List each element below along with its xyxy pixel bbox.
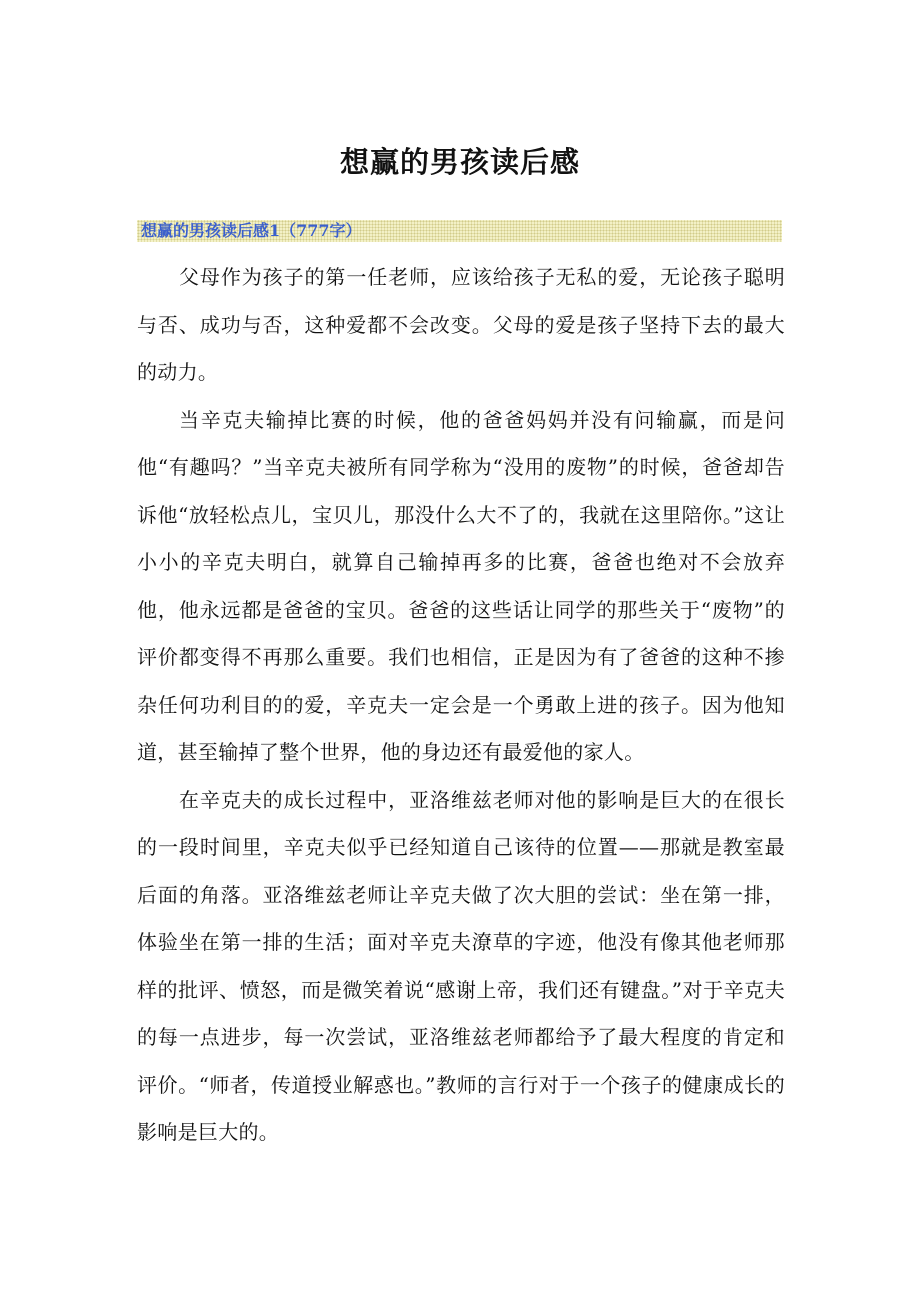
paragraph-2: 当辛克夫输掉比赛的时候，他的爸爸妈妈并没有问输赢，而是问他“有趣吗？”当辛克夫被所有同学称为“没用的废物”的时候，爸爸却告诉他“放轻松点儿，宝贝儿，那没什么大不了的，我就在这里陪你。”这让小小的辛克夫明白，就算自己输掉再多的比赛，爸爸也绝对不会放弃他，他永远都是爸爸的宝贝。爸爸的这些话让同学的那些关于“废物”的评价都变得不再那么重要。我们也相信，正是因为有了爸爸的这种不掺杂任何功利目的的爱，辛克夫一定会是一个勇敢上进的孩子。因为他知道，甚至输掉了整个世界，他的身边还有最爱他的家人。 xyxy=(137,407,785,764)
paragraph-3: 在辛克夫的成长过程中，亚洛维兹老师对他的影响是巨大的在很长的一段时间里，辛克夫似乎已经知道自己该待的位置——那就是教室最后面的角落。亚洛维兹老师让辛克夫做了次大胆的尝试：坐在第一排，体验坐在第一排的生活；面对辛克夫潦草的字迹，他没有像其他老师那样的批评、愤怒，而是微笑着说“感谢上帝，我们还有键盘。”对于辛克夫的每一点进步，每一次尝试，亚洛维兹老师都给予了最大程度的肯定和评价。“师者，传道授业解惑也。”教师的言行对于一个孩子的健康成长的影响是巨大的。 xyxy=(137,787,785,1144)
body-text xyxy=(137,254,785,1157)
paragraph-1: 父母作为孩子的第一任老师，应该给孩子无私的爱，无论孩子聪明与否、成功与否，这种爱都不会改变。父母的爱是孩子坚持下去的最大的动力。 xyxy=(137,265,785,384)
section-heading: 想赢的男孩读后感1（777字） xyxy=(137,220,782,242)
page-title: 想赢的男孩读后感 xyxy=(339,145,580,179)
